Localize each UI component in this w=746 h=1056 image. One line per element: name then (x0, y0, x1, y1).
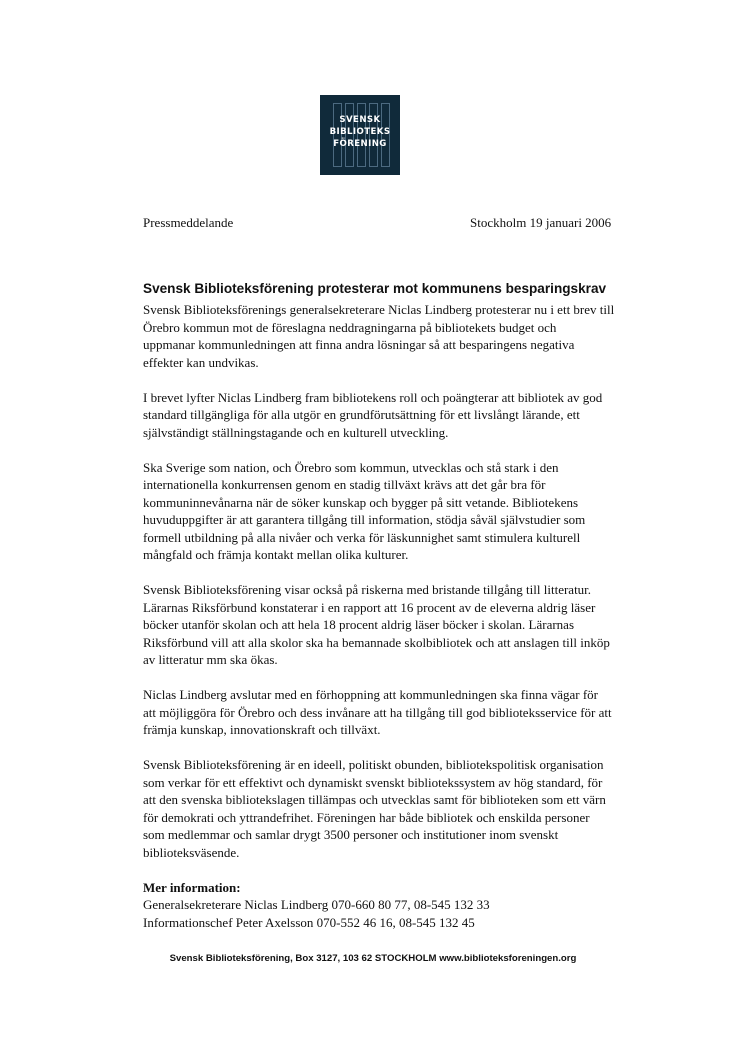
text-line: Svensk Biblioteksförenings generalsekreterare Niclas Lindberg protesterar nu i ett brev till (143, 302, 615, 317)
paragraph (143, 686, 633, 739)
text-line: internationella konkurrensen genom en stadig tillväxt krävs att det går bra för (143, 477, 546, 492)
paragraph (143, 581, 633, 669)
text-line: Örebro kommun mot de föreslagna neddragningarna på bibliotekets budget och (143, 319, 557, 335)
text-line: Lärarnas Riksförbund konstaterar i en rapport att 16 procent av de eleverna aldrig läser (143, 599, 596, 615)
date-line: Stockholm 19 januari 2006 (470, 215, 612, 230)
footer-address: Svensk Biblioteksförening, Box 3127, 103 62 STOCKHOLM www.biblioteksforeningen.org (169, 953, 577, 964)
text-line: att den svenska bibliotekslagen tillämpas och utvecklas samt för biblioteken som ett värn (143, 792, 606, 807)
text-line: standard tillgängliga för alla utgör en grundförutsättning för ett livslångt lärande, ett (143, 407, 580, 422)
text-line: Niclas Lindberg avslutar med en förhoppning att kommunledningen ska finna vägar för (143, 687, 598, 702)
text-line: Svensk Biblioteksförening är en ideell, politiskt obunden, bibliotekspolitisk organisation (143, 757, 604, 772)
text-line: Riksförbund vill att alla skolor ska ha bemannade skolbibliotek och att anslagen till inköp (143, 634, 610, 650)
text-line: att möjliggöra för Örebro och dess invånare att ha tillgång till god biblioteksservice för att (143, 704, 612, 720)
text-line: effekter kan undvikas. (143, 354, 259, 370)
more-information-title: Mer information: (143, 879, 241, 895)
text-line: som verkar för ett effektivt och dynamiskt svenskt bibliotekssystem av hög standard, för (143, 774, 603, 790)
paragraph (143, 389, 633, 442)
paragraph (143, 301, 633, 371)
text-line: Ska Sverige som nation, och Örebro som kommun, utvecklas och stå stark i den (143, 459, 559, 475)
logo-line: FÖRENING (333, 139, 387, 149)
contact-line: Informationschef Peter Axelsson 070-552 46 16, 08-545 132 45 (143, 914, 475, 930)
paragraph (143, 756, 633, 861)
paragraph (143, 459, 633, 564)
logo-line: BIBLIOTEKS (329, 127, 391, 137)
headline: Svensk Biblioteksförening protesterar mot kommunens besparingskrav (143, 281, 607, 296)
text-line: biblioteksväsende. (143, 844, 240, 860)
text-line: huvuduppgifter är att garantera tillgång till information, stödja såväl självstudier som (143, 512, 586, 527)
logo-text (320, 114, 400, 150)
text-line: Svensk Biblioteksförening visar också på riskerna med bristande tillgång till litteratur. (143, 582, 592, 597)
text-line: mångfald och främja kontakt mellan olika kulturer. (143, 547, 409, 562)
text-line: av litteratur mm ska ökas. (143, 652, 278, 667)
text-line: som medlemmar och samlar drygt 3500 personer och institutioner inom svenskt (143, 827, 559, 842)
text-line: för demokrati och yttrandefrihet. Föreningen har både bibliotek och enskilda personer (143, 809, 590, 825)
logo-line: SVENSK (339, 115, 381, 125)
document-type: Pressmeddelande (143, 215, 234, 230)
text-line: främja kunskap, innovationskraft och tillväxt. (143, 722, 381, 737)
text-line: formell utbildning på alla nivåer och verka för läskunnighet samt stimulera kulturell (143, 529, 581, 545)
text-line: I brevet lyfter Niclas Lindberg fram bibliotekens roll och poängterar att bibliotek av god (143, 389, 603, 405)
text-line: uppmanar kommunledningen att finna andra lösningar så att besparingens negativa (143, 337, 575, 352)
organization-logo (320, 95, 400, 175)
more-information (143, 879, 633, 932)
text-line: självständigt ställningstagande och en kulturell utveckling. (143, 424, 449, 440)
text-line: böcker utanför skolan och att hela 18 procent aldrig läser böcker i skolan. Lärarnas (143, 617, 574, 632)
press-release-body (143, 301, 633, 949)
text-line: kommuninnevånarna när de söker kunskap och bygger på sitt vetande. Bibliotekens (143, 494, 579, 510)
contact-line: Generalsekreterare Niclas Lindberg 070-660 80 77, 08-545 132 33 (143, 897, 490, 912)
